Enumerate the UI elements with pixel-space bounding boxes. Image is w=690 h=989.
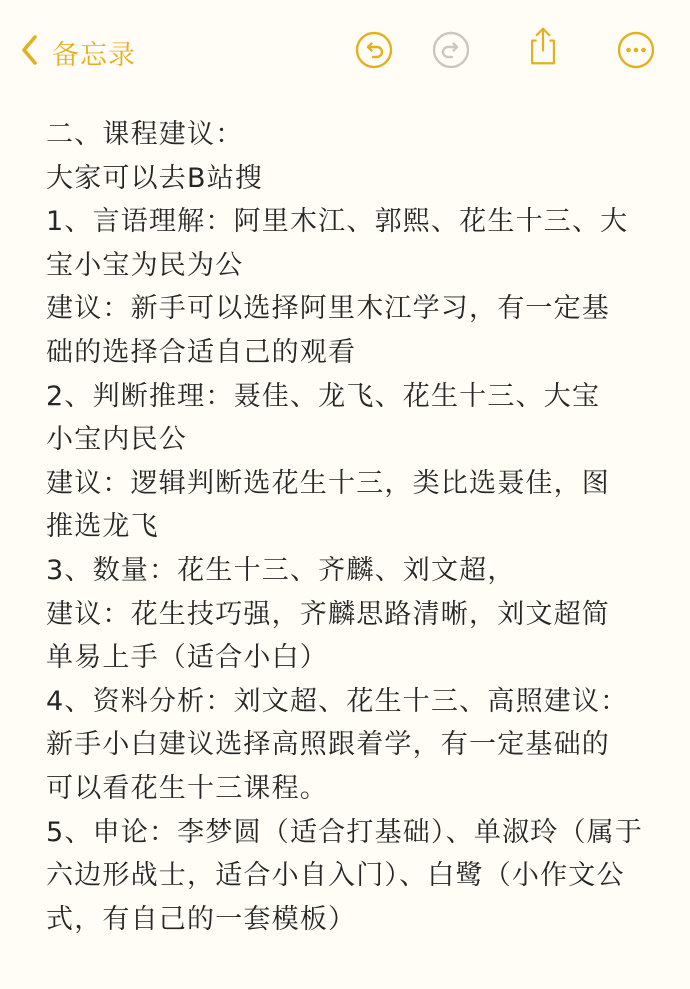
note-line: 4、资料分析：刘文超、花生十三、高照建议： (46, 685, 629, 717)
undo-button[interactable] (352, 30, 396, 74)
redo-button[interactable] (429, 30, 473, 74)
note-line: 小宝内民公 (46, 424, 187, 456)
note-line: 式，有自己的一套模板） (46, 903, 357, 935)
redo-icon (431, 30, 471, 74)
note-line: 3、数量：花生十三、齐麟、刘文超， (46, 554, 516, 586)
note-line: 可以看花生十三课程。 (46, 772, 328, 804)
note-line: 二、课程建议： (46, 119, 244, 150)
note-line: 新手小白建议选择高照跟着学，有一定基础的 (46, 729, 610, 761)
note-line: 5、申论：李梦圆（适合打基础）、单淑玲（属于 (46, 816, 644, 848)
back-button[interactable] (18, 32, 136, 72)
undo-icon (354, 30, 394, 74)
note-line: 建议：花生技巧强，齐麟思路清晰，刘文超简 (46, 598, 610, 630)
navigation-bar (0, 0, 690, 100)
note-line: 建议：逻辑判断选花生十三，类比选聂佳，图 (46, 467, 610, 499)
note-line: 1、言语理解：阿里木江、郭熙、花生十三、大 (46, 206, 629, 238)
share-icon (523, 26, 563, 70)
note-line: 大家可以去B站搜 (46, 162, 264, 194)
note-line: 单易上手（适合小白） (46, 642, 328, 674)
more-button[interactable] (614, 30, 658, 74)
chevron-left-icon (18, 32, 42, 72)
note-line: 2、判断推理：聂佳、龙飞、花生十三、大宝 (46, 380, 601, 412)
share-button[interactable] (521, 26, 565, 70)
back-button-label: 备忘录 (52, 39, 136, 71)
note-line: 建议：新手可以选择阿里木江学习，有一定基 (46, 293, 610, 325)
note-line: 推选龙飞 (46, 511, 159, 543)
note-line: 础的选择合适自己的观看 (46, 336, 357, 368)
more-icon (616, 30, 656, 74)
note-line: 宝小宝为民为公 (46, 249, 244, 281)
note-body[interactable] (46, 113, 646, 941)
note-line: 六边形战士，适合小自入门）、白鹭（小作文公 (46, 860, 625, 892)
